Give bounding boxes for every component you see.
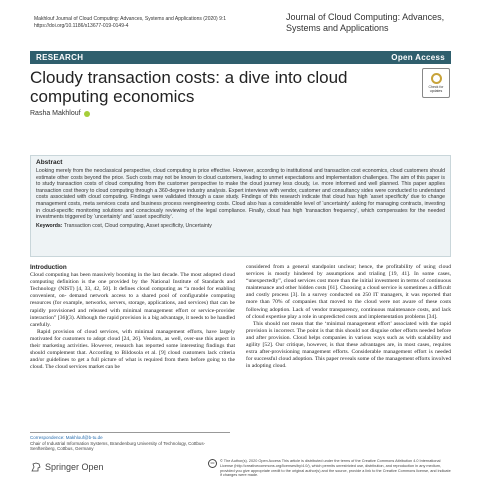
open-access-label: Open Access [391, 53, 445, 62]
keywords-list: Transaction cost, Cloud computing, Asset specificity, Uncertainty [63, 222, 212, 229]
springer-horse-icon [30, 461, 42, 473]
right-column [246, 264, 451, 370]
keywords [36, 223, 445, 230]
paragraph: considered from a general standpoint unclear; hence, the profitability of using cloud services is mostly hindered by assumptions and trialing [19, 41]. In some cases, “unexpectedly”, cloud services cost more than the initial investment in terms of continuous maintenance and other hidden costs [61]. Choosing a cloud service is sometimes a difficult and costly process [3]. In a survey conducted on 250 IT managers, it was reported that more than 70% of companies that moved to the cloud were not aware of these costs following adoption. Lack of vendor transparency, continuous maintenance costs, and lack of cloud expertise play a role in unpredicted costs and implementation problems [34]. [246, 264, 451, 320]
keywords-label: Keywords: [36, 222, 63, 229]
logo-text: Springer Open [45, 462, 104, 472]
running-header [34, 16, 254, 30]
paragraph: This should not mean that the ‘minimal management effort’ associated with the rapid provision is incorrect. The point is that this should not disguise other efforts needed before and after provision. Cloud helps companies in various ways such as with scalability and agility [52]. Our critique, however, is that these advantages are, in most cases, requires extra after-provisioning management efforts. Considerable management effort is needed for successful cloud adoption. This paper reveals some of the management efforts involved in adopting cloud. [246, 320, 451, 370]
left-column [30, 264, 235, 371]
citation: Makhlouf Journal of Cloud Computing: Advances, Systems and Applications (2020) 9:1 [34, 16, 227, 22]
license-block [208, 459, 451, 478]
article-type: RESEARCH [36, 53, 84, 62]
author-name[interactable]: Rasha Makhlouf [30, 110, 81, 117]
license-text: © The Author(s). 2020 Open Access This article is distributed under the terms of the Creative Commons Attribution 4.0 International License (http://creativecommons.org/licenses/by/4.0/), which permits unrestricted use, distribution, and reproduction in any medium, provided you give appropriate credit to the original author(s) and the source, provide a link to the Creative Commons license, and indicate if changes were made. [220, 459, 451, 478]
abstract-box [30, 155, 451, 257]
check-for-updates-icon [431, 73, 442, 84]
paragraph: Cloud computing has been massively booming in the last decade. The most adopted cloud computing definition is the one provided by the National Institute of Standards and Technology (NIST) [4, 33, 42, 50]. It defines cloud computing as “a model for enabling convenient, on- demand network access to a shared pool of configurable computing resources (for example, networks, servers, storage, applications, and services) that can be rapidly provisioned and released with minimal management effort or service-provider interaction” [36](3). Although the rapid provision is a big advantage, it needs to be handled carefully. [30, 272, 235, 328]
author-line [30, 110, 90, 117]
springer-open-logo [30, 461, 104, 473]
journal-title: Journal of Cloud Computing: Advances, Systems and Applications [286, 12, 445, 33]
check-for-updates-label: Check for updates [428, 85, 444, 93]
creative-commons-icon: cc [208, 459, 217, 468]
article-title: Cloudy transaction costs: a dive into cloud computing economics [30, 68, 348, 106]
article-type-band [30, 51, 451, 64]
correspondence-email[interactable]: Correspondence: Makhlouf@b-tu.de [30, 435, 103, 440]
abstract-heading: Abstract [36, 159, 63, 166]
affiliation: Chair of Industrial Information Systems, Brandenburg University of Technology, Cottbus-Senftenberg, Cottbus, Germany [30, 440, 206, 451]
doi-link[interactable]: https://doi.org/10.1186/s13677-019-0149-4 [34, 23, 129, 29]
paragraph: Rapid provision of cloud services, with minimal management efforts, have largely motivated for customers to adopt cloud [24, 26]. Vendors, as well, over-use this aspect in their marketing activities. However, research has reported some interesting findings that should complement that. According to Bildosola et al. [9] cloud customers lack criteria and/or guidelines to get a full picture of what is required from them before going to the cloud. The cloud services market can be [30, 328, 235, 371]
intro-heading: Introduction [30, 264, 67, 271]
abstract-text: Looking merely from the neoclassical perspective, cloud computing is price effective. However, according to institutional and transaction cost economics, cloud customers should estimate other costs beyond the price. Such costs may not be known to cloud customers, leading to unmet expectations and implementation challenges. The aim of this paper is to study transaction costs of cloud computing from the customer perspective to make the cloud journey less cloudy, i.e. more informed and well planned. This paper applies transaction cost theory to cloud computing through a 360-degree industry analysis. Expert interviews with vendor, customer and consultancy sides were conducted to understand costs associated with cloud computing. Findings were validated through a case study. Findings of this research indicate that cloud has high ‘asset specificity’ due to change management costs, meta services costs and business process reengineering costs. Cloud also has a considerable level of ‘uncertainty’ asking for managing contracts, investing in cloud-specific monitoring solutions and consciously reviewing of the legal compliance. Finally, cloud has high ‘transaction frequency’, which compensates for the needed investments triggered by ‘uncertainty’ and ‘asset specificity’. [36, 168, 445, 221]
correspondence-footnote [30, 432, 230, 452]
check-for-updates-badge[interactable] [422, 68, 450, 98]
orcid-icon[interactable] [84, 111, 90, 117]
